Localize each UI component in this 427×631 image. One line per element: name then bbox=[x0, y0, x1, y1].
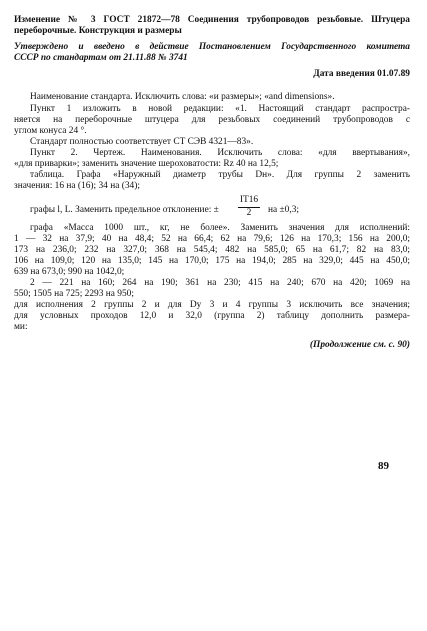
paragraph-title-change: Наименование стандарта. Исключить слова: «и размеры»; «and dimensions». bbox=[30, 92, 335, 102]
amendment-title-line-2: переборочные. Конструкция и размеры bbox=[14, 26, 182, 36]
page-number: 89 bbox=[378, 460, 389, 472]
mass-paragraph-line-5: 639 на 673,0; 990 на 1042,0; bbox=[14, 267, 125, 277]
paragraph-table-line-1: таблица. Графа «Наружный диаметр трубы Dн». Для группы 2 заменить bbox=[30, 170, 410, 180]
paragraph-standard-compliance: Стандарт полностью соответствует СТ СЭВ 4321—83». bbox=[30, 137, 254, 147]
approval-line-2: СССР по стандартам от 21.11.88 № 3741 bbox=[14, 53, 188, 63]
exclusion-line: для исполнения 2 группы 2 и для Dу 3 и 4 группы 3 исключить все значения; bbox=[14, 300, 410, 310]
tolerance-fraction-denominator: 2 bbox=[246, 208, 252, 218]
effective-date: Дата введения 01.07.89 bbox=[313, 69, 410, 79]
paragraph-clause2-line-2: «для приварки»; заменить значение шероховатости: Rz 40 на 12,5; bbox=[14, 159, 279, 169]
mass-group2-line-2: 550; 1505 на 725; 2293 на 950; bbox=[14, 289, 134, 299]
tolerance-line-prefix: графы l, L. Заменить предельное отклонение: ± bbox=[30, 205, 219, 215]
supplement-line-2: ми: bbox=[14, 322, 28, 332]
paragraph-table-line-2: значения: 16 на (16); 34 на (34); bbox=[14, 181, 140, 191]
mass-paragraph-line-1: графа «Масса 1000 шт., кг, не более». Заменить значения для исполнений: bbox=[30, 223, 410, 233]
amendment-title-line-1: Изменение № 3 ГОСТ 21872—78 Соединения трубопроводов резьбовые. Штуцера bbox=[14, 15, 410, 25]
paragraph-clause1-line-2: няется на переборочные штуцера для резьбовых соединений трубопроводов с bbox=[14, 115, 410, 125]
tolerance-fraction-numerator: IT16 bbox=[238, 195, 260, 208]
supplement-line-1: для условных проходов 12,0 и 32,0 (группа 2) таблицу дополнить размера- bbox=[14, 311, 410, 321]
mass-paragraph-line-4: 106 на 109,0; 120 на 135,0; 145 на 170,0; 175 на 194,0; 285 на 329,0; 445 на 450,0; bbox=[14, 256, 410, 266]
tolerance-line-suffix: на ±0,3; bbox=[268, 205, 299, 215]
tolerance-fraction bbox=[238, 195, 260, 219]
paragraph-clause1-line-1: Пункт 1 изложить в новой редакции: «1. Настоящий стандарт распростра- bbox=[30, 104, 410, 114]
paragraph-clause2-line-1: Пункт 2. Чертеж. Наименования. Исключить слова: «для ввертывания», bbox=[30, 148, 410, 158]
mass-group2-line-1: 2 — 221 на 160; 264 на 190; 361 на 230; 415 на 240; 670 на 420; 1069 на bbox=[30, 278, 410, 288]
continued-note: (Продолжение см. с. 90) bbox=[309, 340, 410, 350]
approval-line-1: Утверждено и введено в действие Постановлением Государственного комитета bbox=[14, 42, 410, 52]
mass-paragraph-line-2: 1 — 32 на 37,9; 40 на 48,4; 52 на 66,4; 62 на 79,6; 126 на 170,3; 156 на 200,0; bbox=[14, 234, 410, 244]
mass-paragraph-line-3: 173 на 236,0; 232 на 327,0; 368 на 545,4; 482 на 585,0; 65 на 61,7; 82 на 83,0; bbox=[14, 245, 410, 255]
paragraph-clause1-line-3: углом конуса 24 °. bbox=[14, 126, 87, 136]
